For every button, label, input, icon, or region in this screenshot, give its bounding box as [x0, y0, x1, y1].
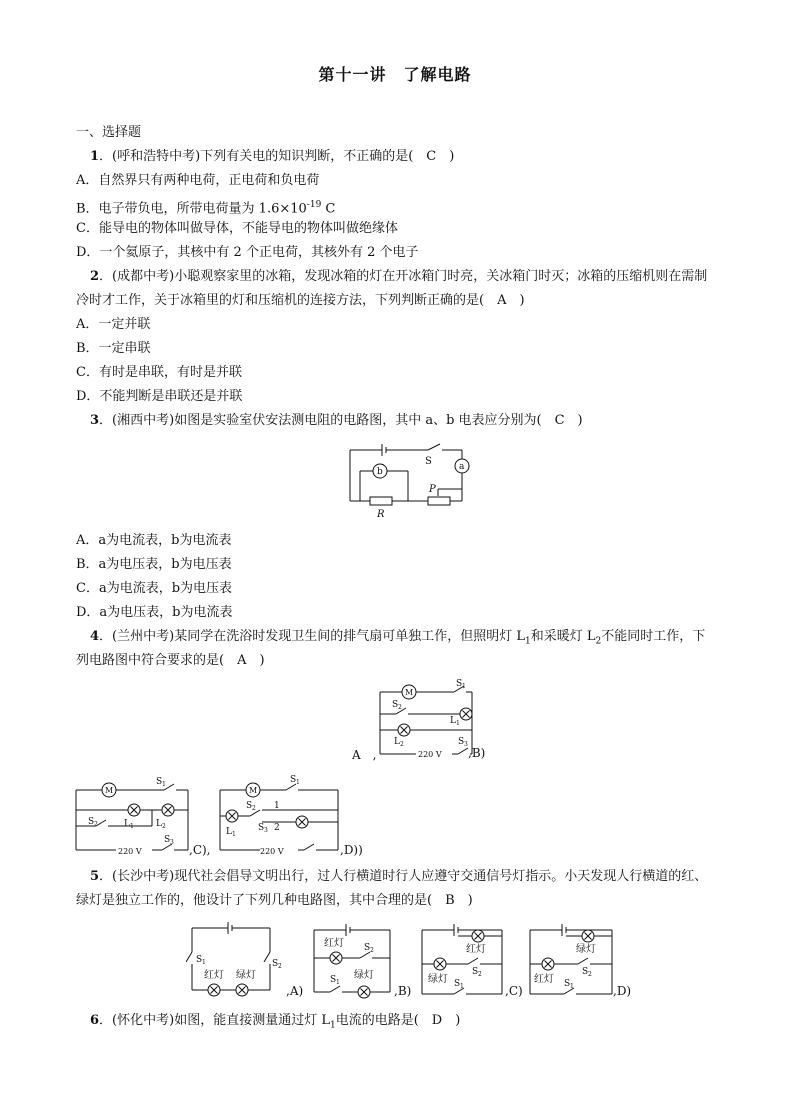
svg-text:绿灯: 绿灯	[428, 974, 448, 985]
svg-text:3: 3	[170, 839, 174, 846]
svg-text:L: L	[450, 716, 456, 726]
meter-a-label: a	[459, 462, 465, 472]
svg-text:220 V: 220 V	[418, 750, 442, 759]
question-4: 4．(兰州中考)某同学在洗浴时发现卫生间的排气扇可单独工作，但照明灯 $L_1$和采暖灯 $L_2$不能同时工作，下	[90, 629, 706, 647]
svg-text:红灯: 红灯	[466, 944, 486, 955]
question-number: 4	[90, 629, 100, 644]
option-c: C．有时是串联，有时是并联	[76, 365, 242, 380]
option-d-label: ,D)	[613, 984, 632, 998]
option-d: D．a为电压表，b为电流表	[76, 605, 233, 620]
svg-text:S: S	[458, 737, 465, 747]
svg-text:1: 1	[460, 983, 464, 990]
question-5	[90, 868, 707, 886]
option-c-label: ,C)	[505, 984, 523, 998]
svg-text:S: S	[164, 835, 171, 845]
q5-circuit-a	[186, 920, 286, 1000]
svg-text:L: L	[124, 819, 130, 829]
question-2-cont: 冷时才工作，关于冰箱里的灯和压缩机的连接方法，下列判断正确的是( A )	[76, 293, 525, 308]
svg-text:1: 1	[162, 781, 166, 788]
question-stem: ．(长沙中考)现代社会倡导文明出行，过人行横道时行人应遵守交通信号灯指示。小天发现人行横道的红、	[99, 869, 708, 884]
q4-circuit-b	[72, 774, 192, 860]
option-a-label: ,A)	[286, 984, 304, 998]
section-heading: 一、选择题	[76, 125, 142, 140]
svg-text:2: 2	[278, 963, 282, 970]
svg-text:1: 1	[336, 979, 340, 986]
svg-text:3: 3	[264, 827, 268, 834]
option-b: B．一定串联	[76, 341, 151, 356]
q5-circuit-b	[310, 924, 396, 1000]
svg-text:绿灯: 绿灯	[576, 944, 596, 955]
svg-text:绿灯: 绿灯	[354, 970, 374, 981]
question-2	[90, 268, 707, 286]
svg-text:2: 2	[94, 821, 98, 828]
svg-text:S: S	[392, 700, 399, 710]
svg-text:M: M	[105, 786, 114, 795]
svg-text:1: 1	[202, 959, 206, 966]
q4-circuit-a	[376, 678, 476, 762]
svg-text:1: 1	[570, 983, 574, 990]
svg-text:S: S	[582, 967, 589, 977]
svg-text:1: 1	[232, 831, 236, 838]
option-a: A．a为电流表，b为电流表	[76, 533, 232, 548]
svg-text:1: 1	[274, 801, 280, 811]
svg-text:M: M	[249, 786, 258, 795]
svg-text:S: S	[272, 959, 279, 969]
svg-text:2: 2	[398, 704, 402, 711]
question-stem: ．(呼和浩特中考)下列有关电的知识判断，不正确的是( C )	[99, 149, 455, 164]
page-title: 第十一讲 了解电路	[318, 65, 472, 84]
svg-text:S: S	[364, 943, 371, 953]
meter-b-label: b	[377, 467, 383, 477]
option-a-label: A ,	[352, 748, 377, 762]
svg-text:L: L	[226, 827, 232, 837]
svg-text:S: S	[156, 777, 163, 787]
svg-text:2: 2	[400, 741, 404, 748]
switch-s-label: S	[425, 456, 432, 467]
question-number: 5	[90, 869, 100, 884]
svg-text:2: 2	[370, 947, 374, 954]
option-d: D．不能判断是串联还是并联	[76, 389, 243, 404]
svg-text:S: S	[290, 775, 297, 785]
svg-text:3: 3	[464, 741, 468, 748]
svg-text:红灯: 红灯	[204, 970, 224, 981]
svg-text:1: 1	[456, 720, 460, 727]
question-6: 6．(怀化中考)如图，能直接测量通过灯 $L_1$电流的电路是( D )	[90, 1013, 461, 1031]
q3-circuit-diagram	[344, 440, 474, 520]
option-c-label: ,C),	[189, 843, 211, 857]
svg-text:2: 2	[478, 971, 482, 978]
svg-text:2: 2	[588, 971, 592, 978]
question-5-cont: 绿灯是独立工作的，他设计了下列几种电路图，其中合理的是( B )	[76, 893, 473, 908]
svg-text:2: 2	[162, 823, 166, 830]
svg-text:2: 2	[252, 805, 256, 812]
q4-circuit-c	[216, 774, 342, 860]
svg-text:220 V: 220 V	[260, 847, 284, 856]
svg-text:S: S	[564, 979, 571, 989]
svg-text:绿灯: 绿灯	[236, 970, 256, 981]
question-number: 2	[90, 269, 100, 284]
svg-text:S: S	[330, 975, 337, 985]
option-b: B．电子带负电，所带电荷量为 $1.6\times 10^{-19}$ C	[76, 200, 336, 217]
option-c: C．能导电的物体叫做导体，不能导电的物体叫做绝缘体	[76, 221, 398, 236]
motor-label: M	[405, 688, 414, 697]
question-number: 3	[90, 413, 100, 428]
question-number: 6	[90, 1013, 100, 1028]
svg-text:1: 1	[462, 683, 466, 690]
option-b-label: ,B)	[468, 746, 486, 760]
svg-text:2: 2	[274, 823, 280, 833]
option-c: C．a为电流表，b为电压表	[76, 581, 233, 596]
svg-text:S: S	[456, 679, 463, 689]
question-1	[90, 148, 454, 166]
svg-text:红灯: 红灯	[534, 974, 554, 985]
svg-text:红灯: 红灯	[324, 938, 344, 949]
svg-text:S: S	[258, 823, 265, 833]
question-4-cont: 列电路图中符合要求的是( A )	[76, 653, 265, 668]
svg-text:220 V: 220 V	[118, 847, 142, 856]
question-stem: ．(湘西中考)如图是实验室伏安法测电阻的电路图，其中 a、b 电表应分别为( C )	[99, 413, 583, 428]
resistor-r-label: R	[377, 509, 385, 520]
q5-circuit-c	[418, 922, 508, 1000]
svg-text:S: S	[246, 801, 253, 811]
svg-text:S: S	[88, 817, 95, 827]
slider-p-label: P	[429, 484, 436, 495]
option-d: D．一个氦原子，其核中有 2 个正电荷，其核外有 2 个电子	[76, 245, 419, 260]
svg-text:L: L	[394, 737, 400, 747]
option-b-label: ,B)	[394, 984, 412, 998]
question-stem: ．(成都中考)小聪观察家里的冰箱，发现冰箱的灯在开冰箱门时亮，关冰箱门时灭；冰箱的压缩机则在需制	[99, 269, 708, 284]
svg-text:S: S	[454, 979, 461, 989]
question-number: 1	[90, 149, 100, 164]
option-a: A．自然界只有两种电荷，正电荷和负电荷	[76, 173, 320, 188]
question-3	[90, 412, 583, 430]
svg-text:1: 1	[130, 823, 134, 830]
option-a: A．一定并联	[76, 317, 151, 332]
svg-text:L: L	[156, 819, 162, 829]
q5-circuit-d	[526, 922, 618, 1000]
svg-text:1: 1	[296, 779, 300, 786]
option-d-label: ,D))	[340, 843, 363, 857]
svg-text:S: S	[196, 955, 203, 965]
svg-text:S: S	[472, 967, 479, 977]
option-b: B．a为电压表，b为电压表	[76, 557, 232, 572]
